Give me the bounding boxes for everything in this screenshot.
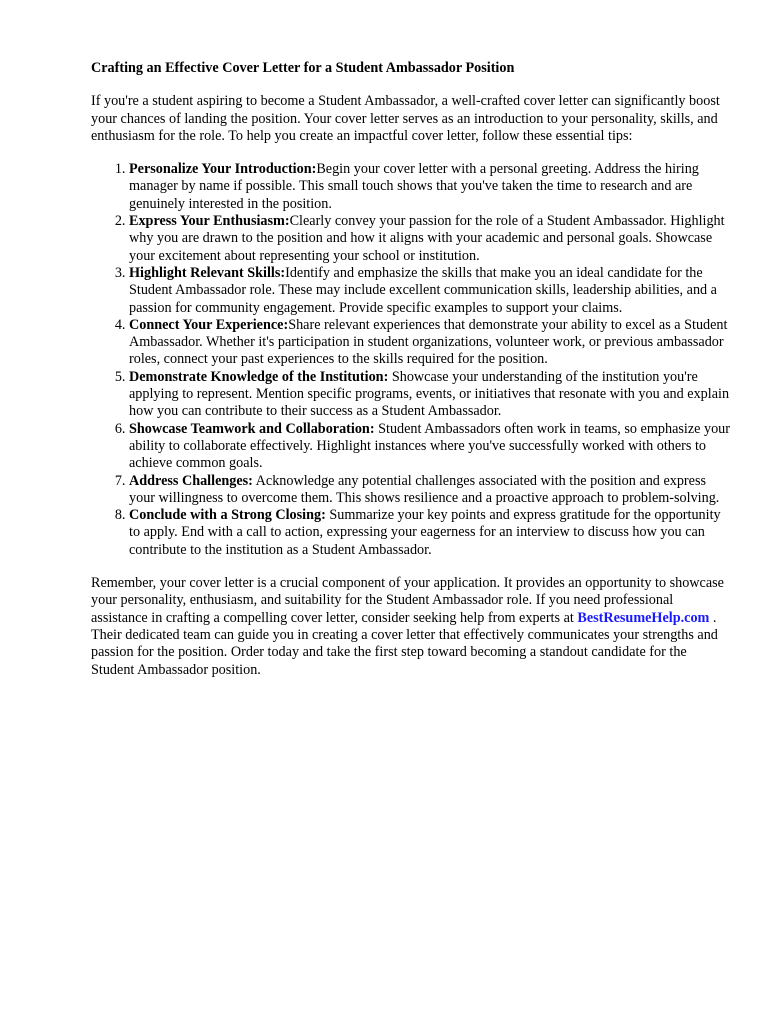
intro-paragraph: If you're a student aspiring to become a Student Ambassador, a well-crafted cover letter can significantly boost your chances of landing the position. Your cover letter serves as an introduction to your personality, skills, and enthusiasm for the role. To help you create an impactful cover letter, follow these essential tips: [91,93,720,144]
tip-body: Identify and emphasize the skills that make you an ideal candidate for the Student Ambassador role. These may include excellent communication skills, leadership abilities, and a passion for community engagement. Provide specific examples to support your claims. [129,264,717,316]
tip-body: Clearly convey your passion for the role of a Student Ambassador. Highlight why you are drawn to the position and how it aligns with your academic and personal goals. Showcase your excitement about representing your school or institution. [129,213,725,264]
tip-heading: Connect Your Experience: [129,316,289,333]
tip-heading: Showcase Teamwork and Collaboration: [129,420,375,437]
document-title: Crafting an Effective Cover Letter for a Student Ambassador Position [91,60,515,76]
document-page [91,60,731,679]
list-item [129,161,731,213]
tips-list [91,161,731,559]
closing-text-after-link: . Their dedicated team can guide you in creating a cover letter that effectively communicates your strengths and passion for the position. Order today and take the first step toward becoming a standout candidate for the Student Ambassador position. [91,609,718,678]
tip-heading: Highlight Relevant Skills: [129,264,286,281]
list-item [129,369,731,421]
closing-paragraph [91,575,731,679]
tip-body: Begin your cover letter with a personal greeting. Address the hiring manager by name if possible. This small touch shows that you've taken the time to research and are genuinely interested in the position. [129,161,699,212]
bestresumehelp-link[interactable]: BestResumeHelp.com [577,609,710,626]
tip-heading: Personalize Your Introduction: [129,161,317,178]
tip-body: Student Ambassadors often work in teams, so emphasize your ability to collaborate effectively. Highlight instances where you've successfully worked with others to achieve common goals. [129,420,730,472]
list-item [129,265,731,317]
tip-body: Acknowledge any potential challenges associated with the position and express your willingness to overcome them. This shows resilience and a proactive approach to problem-solving. [129,472,720,506]
tip-heading: Conclude with a Strong Closing: [129,507,326,524]
list-item [129,473,731,508]
list-item [129,507,731,559]
tip-body: Share relevant experiences that demonstrate your ability to excel as a Student Ambassador. Whether it's participation in student organizations, volunteer work, or previous ambassador roles, connect your past experiences to the skills required for the position. [129,316,728,368]
closing-text-before-link: Remember, your cover letter is a crucial component of your application. It provides an opportunity to showcase your personality, enthusiasm, and suitability for the Student Ambassador role. If you need professional assistance in crafting a compelling cover letter, consider seeking help from experts at [91,575,724,626]
tip-heading: Address Challenges: [129,472,253,489]
tip-heading: Demonstrate Knowledge of the Institution: [129,368,389,385]
tip-body: Summarize your key points and express gratitude for the opportunity to apply. End with a call to action, expressing your eagerness for an interview to discuss how you can contribute to the institution as a Student Ambassador. [129,507,721,558]
list-item [129,213,731,265]
tip-body: Showcase your understanding of the institution you're applying to represent. Mention specific programs, events, or initiatives that resonate with you and explain how you can contribute to their success as a Student Ambassador. [129,368,730,420]
tip-heading: Express Your Enthusiasm: [129,213,290,230]
list-item [129,317,731,369]
list-item [129,421,731,473]
